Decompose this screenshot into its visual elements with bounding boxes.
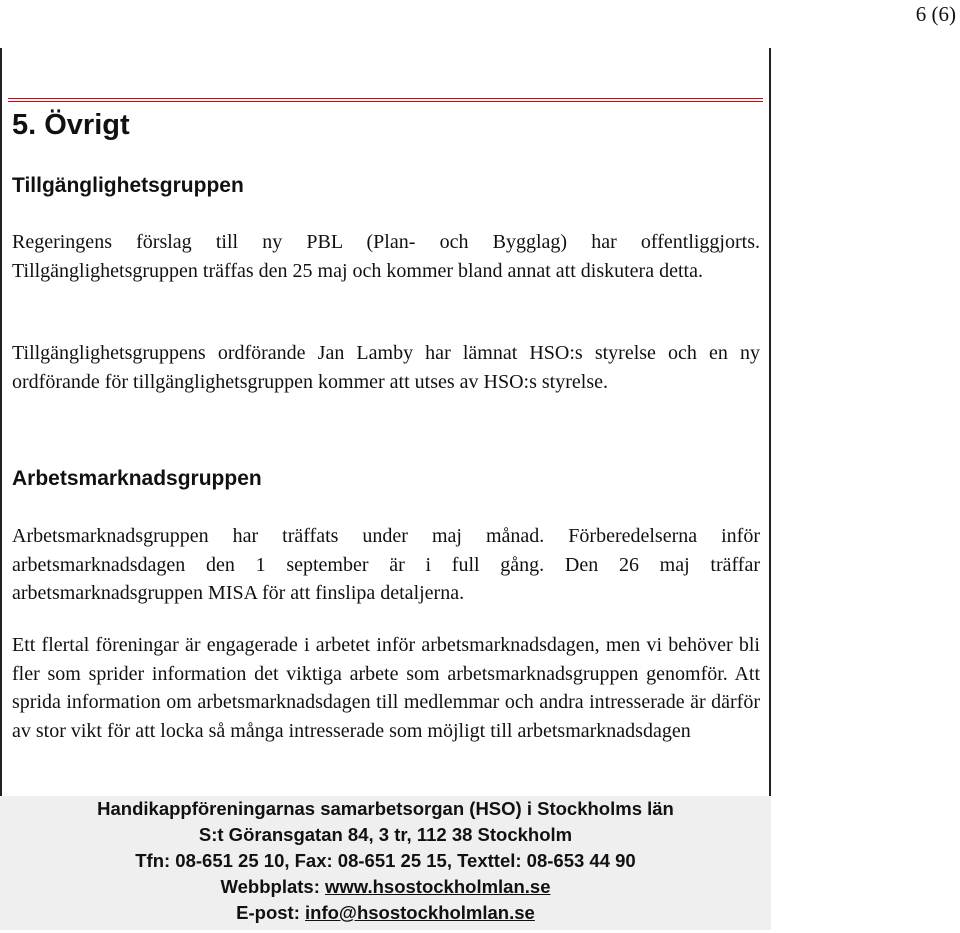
page-number: 6 (6) [915, 2, 956, 26]
arbetsmarknad-heading: Arbetsmarknadsgruppen [12, 467, 262, 490]
footer-email-label: E-post: [236, 902, 306, 923]
arbetsmarknad-paragraph-1: Arbetsmarknadsgruppen har träffats under maj månad. Förberedelserna inför arbetsmarknadsdagen den 1 september är i full gång. Den 26 maj träffar arbetsmarknadsgruppen MISA för att finslipa detaljerna. [12, 525, 760, 604]
footer-web-link[interactable]: www.hsostockholmlan.se [325, 876, 551, 897]
footer-phones: Tfn: 08-651 25 10, Fax: 08-651 25 15, Texttel: 08-653 44 90 [135, 850, 636, 871]
footer-contact-block [0, 796, 771, 930]
section-heading: 5. Övrigt [12, 109, 130, 141]
arbetsmarknad-paragraph-2: Ett flertal föreningar är engagerade i arbetet inför arbetsmarknadsdagen, men vi behöver bli fler som sprider information det viktiga arbete som arbetsmarknadsgruppen genomför. Att sprida information om arbetsmarknadsdagen till medlemmar och andra intresserade är därför av stor vikt för att locka så många intresserade som möjligt till arbetsmarknadsdagen [12, 634, 760, 742]
footer-web-label: Webbplats: [220, 876, 325, 897]
tillganglighet-paragraph-2: Tillgänglighetsgruppens ordförande Jan Lamby har lämnat HSO:s styrelse och en ny ordförande för tillgänglighetsgruppen kommer att utses av HSO:s styrelse. [12, 342, 760, 393]
section-divider-rule [8, 98, 763, 102]
footer-email [0, 900, 771, 926]
tillganglighet-heading: Tillgänglighetsgruppen [12, 174, 244, 197]
footer-web [0, 874, 771, 900]
footer-organization: Handikappföreningarnas samarbetsorgan (HSO) i Stockholms län [97, 798, 674, 819]
footer-email-link[interactable]: info@hsostockholmlan.se [305, 902, 535, 923]
footer-address: S:t Göransgatan 84, 3 tr, 112 38 Stockholm [198, 824, 573, 845]
tillganglighet-paragraph-1: Regeringens förslag till ny PBL (Plan- och Bygglag) har offentliggjorts. Tillgänglighetsgruppen träffas den 25 maj och kommer bland annat att diskutera detta. [12, 231, 760, 282]
